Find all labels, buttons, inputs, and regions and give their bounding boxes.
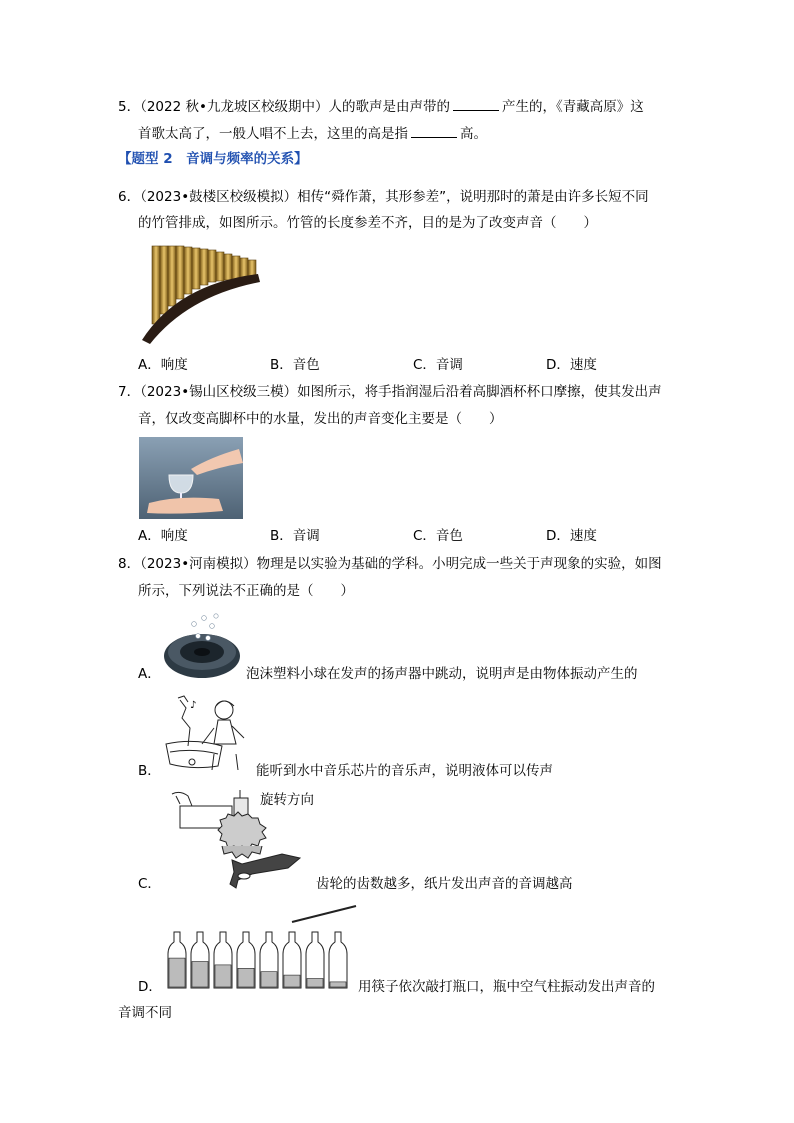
q8-option-d-text2: 音调不同	[118, 1005, 172, 1021]
q5-text1: 人的歌声是由声带的	[328, 99, 450, 115]
bottle-water	[307, 979, 323, 988]
q5-line1	[118, 96, 644, 117]
q6-number: 6．	[118, 189, 141, 205]
q8-line2: 所示，下列说法不正确的是（ ）	[138, 583, 354, 599]
q6-line1	[118, 187, 649, 207]
q5-text2: 产生的，《青藏高原》这	[501, 99, 644, 115]
q8-option-a-label[interactable]: A．	[138, 666, 161, 682]
svg-text:♪: ♪	[190, 700, 197, 711]
q7-line1	[118, 382, 662, 402]
q6-option-d[interactable]: D．速度	[546, 357, 597, 373]
q8-option-c-figure-label: 旋转方向	[260, 792, 314, 808]
bottle-water	[284, 975, 300, 987]
bottle-water	[192, 962, 208, 988]
q8-option-d-text1: 用筷子依次敲打瓶口，瓶中空气柱振动发出声音的	[358, 979, 655, 995]
q5-number: 5．	[118, 99, 141, 115]
speaker-image	[160, 610, 242, 682]
bottle	[329, 932, 347, 988]
q7-number: 7．	[118, 384, 141, 400]
q7-text1: 如图所示，将手指润湿后沿着高脚酒杯杯口摩擦，使其发出声	[297, 384, 662, 400]
q5-line2	[138, 123, 487, 144]
bottle-water	[238, 968, 254, 987]
bottle-water	[261, 972, 277, 987]
q7-option-a[interactable]: A．响度	[138, 528, 188, 544]
q5-blank2[interactable]	[411, 123, 457, 138]
q8-option-b-label[interactable]: B．	[138, 763, 161, 779]
q7-option-b[interactable]: B．音调	[270, 528, 320, 544]
q8-source: （2023•河南模拟）	[140, 556, 257, 572]
bottle-row	[168, 932, 347, 988]
bottles-image	[164, 902, 360, 992]
q5-text4: 高。	[460, 126, 487, 142]
q7-line2: 音，仅改变高脚杯中的水量，发出的声音变化主要是（ ）	[138, 411, 503, 427]
q6-option-a[interactable]: A．响度	[138, 357, 188, 373]
q7-option-d[interactable]: D．速度	[546, 528, 597, 544]
bottle-water	[169, 958, 185, 987]
pan-flute-image	[138, 244, 262, 346]
q7-source: （2023•锡山区校级三模）	[140, 384, 298, 400]
wine-glass-image	[139, 437, 243, 519]
q6-source: （2023•鼓楼区校级模拟）	[140, 189, 298, 205]
music-chip-water-image	[164, 694, 254, 772]
q8-text1: 物理是以实验为基础的学科。小明完成一些关于声现象的实验，如图	[256, 556, 662, 572]
q8-option-a-text: 泡沫塑料小球在发声的扬声器中跳动，说明声是由物体振动产生的	[246, 666, 638, 682]
bottle-water	[330, 982, 346, 987]
q6-option-b[interactable]: B．音色	[270, 357, 320, 373]
q5-text3: 首歌太高了，一般人唱不上去，这里的高是指	[138, 126, 408, 142]
q6-option-c[interactable]: C．音调	[413, 357, 463, 373]
q5-source: （2022 秋•九龙坡区校级期中）	[140, 99, 329, 115]
q8-option-d-label[interactable]: D．	[138, 979, 162, 995]
q6-text1: 相传“舜作萧，其形参差”，说明那时的萧是由许多长短不同	[297, 189, 649, 205]
q6-line2: 的竹管排成，如图所示。竹管的长度参差不齐，目的是为了改变声音（ ）	[138, 215, 597, 231]
q7-option-c[interactable]: C．音色	[413, 528, 463, 544]
q5-blank1[interactable]	[453, 96, 499, 111]
bottle-water	[215, 965, 231, 987]
q8-option-c-label[interactable]: C．	[138, 876, 161, 892]
q8-option-c-text: 齿轮的齿数越多，纸片发出声音的音调越高	[316, 876, 573, 892]
q8-number: 8．	[118, 556, 141, 572]
q8-line1	[118, 554, 662, 574]
q8-option-b-text: 能听到水中音乐芯片的音乐声，说明液体可以传声	[256, 763, 553, 779]
section-heading: 【题型 2 音调与频率的关系】	[118, 151, 308, 167]
